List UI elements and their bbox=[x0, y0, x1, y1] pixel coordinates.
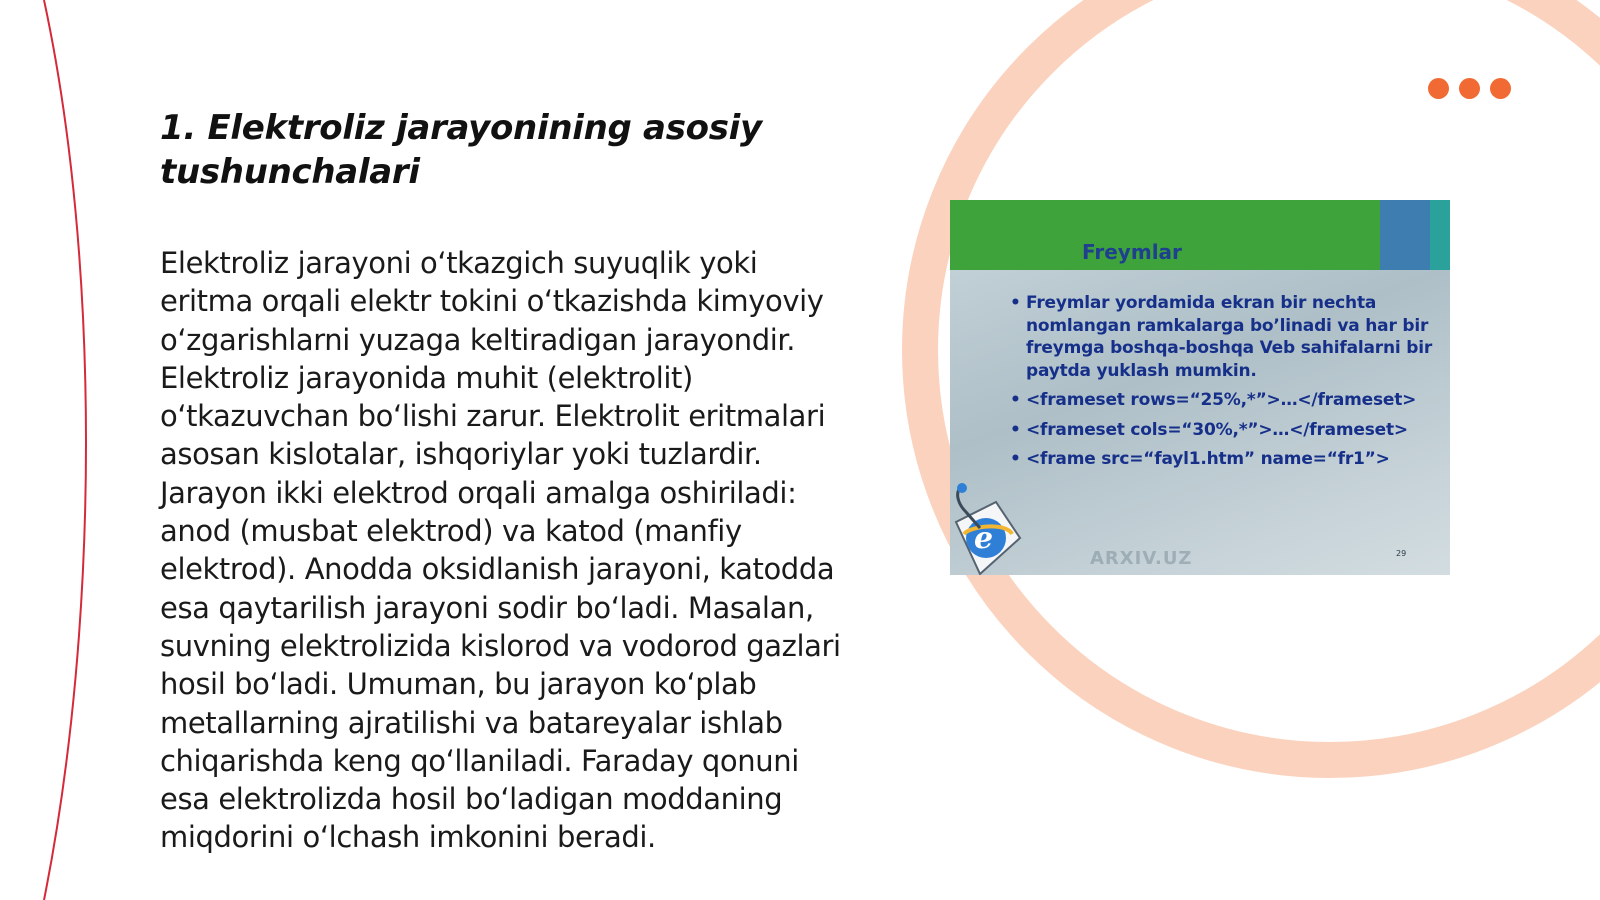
svg-text:e: e bbox=[974, 521, 994, 556]
image-watermark: ARXIV.UZ bbox=[1090, 548, 1193, 569]
image-bullet-4: • <frame src=“fayl1.htm” name=“fr1”> bbox=[1010, 448, 1440, 471]
image-bullet-3: • <frameset cols=“30%,*”>…</frameset> bbox=[1010, 419, 1440, 442]
image-bullet-1: • Freymlar yordamida ekran bir nechta nomlangan ramkalarga bo’linadi va har bir freymga boshqa-boshqa Veb sahifalarni bir paytda yuklash mumkin. bbox=[1010, 292, 1440, 382]
image-title: Freymlar bbox=[1082, 240, 1182, 264]
left-curve-line bbox=[44, 0, 86, 900]
internet-explorer-icon bbox=[950, 482, 1030, 575]
dot-3 bbox=[1490, 78, 1511, 99]
image-header-stripe-blue bbox=[1380, 200, 1430, 270]
slide-title: 1. Elektroliz jarayonining asosiy tushunchalari bbox=[160, 108, 762, 192]
three-dots-icon bbox=[1428, 78, 1511, 99]
image-bullet-2: • <frameset rows=“25%,*”>…</frameset> bbox=[1010, 389, 1440, 412]
embedded-slide-image bbox=[950, 200, 1450, 575]
dot-1 bbox=[1428, 78, 1449, 99]
dot-2 bbox=[1459, 78, 1480, 99]
image-bullet-list bbox=[1010, 292, 1440, 478]
image-header-stripe-teal bbox=[1430, 200, 1450, 270]
image-page-number: 29 bbox=[1396, 549, 1407, 558]
slide-body-text: Elektroliz jarayoni o‘tkazgich suyuqlik yoki eritma orqali elektr tokini o‘tkazishda kimyoviy o‘zgarishlarni yuzaga keltiradigan jarayondir. Elektroliz jarayonida muhit (elektrolit) o‘tkazuvchan bo‘lishi zarur. Elektrolit eritmalari asosan kislotalar, ishqoriylar yoki tuzlardir. Jarayon ikki elektrod orqali amalga oshiriladi: anod (musbat elektrod) va katod (manfiy elektrod). Anodda oksidlanish jarayoni, katodda esa qaytarilish jarayoni sodir bo‘ladi. Masalan, suvning elektrolizida kislorod va vodorod gazlari hosil bo‘ladi. Umuman, bu jarayon ko‘plab metallarning ajratilishi va batareyalar ishlab chiqarishda keng qo‘llaniladi. Faraday qonuni esa elektrolizda hosil bo‘ladigan moddaning miqdorini o‘lchash imkonini beradi. bbox=[160, 246, 841, 855]
